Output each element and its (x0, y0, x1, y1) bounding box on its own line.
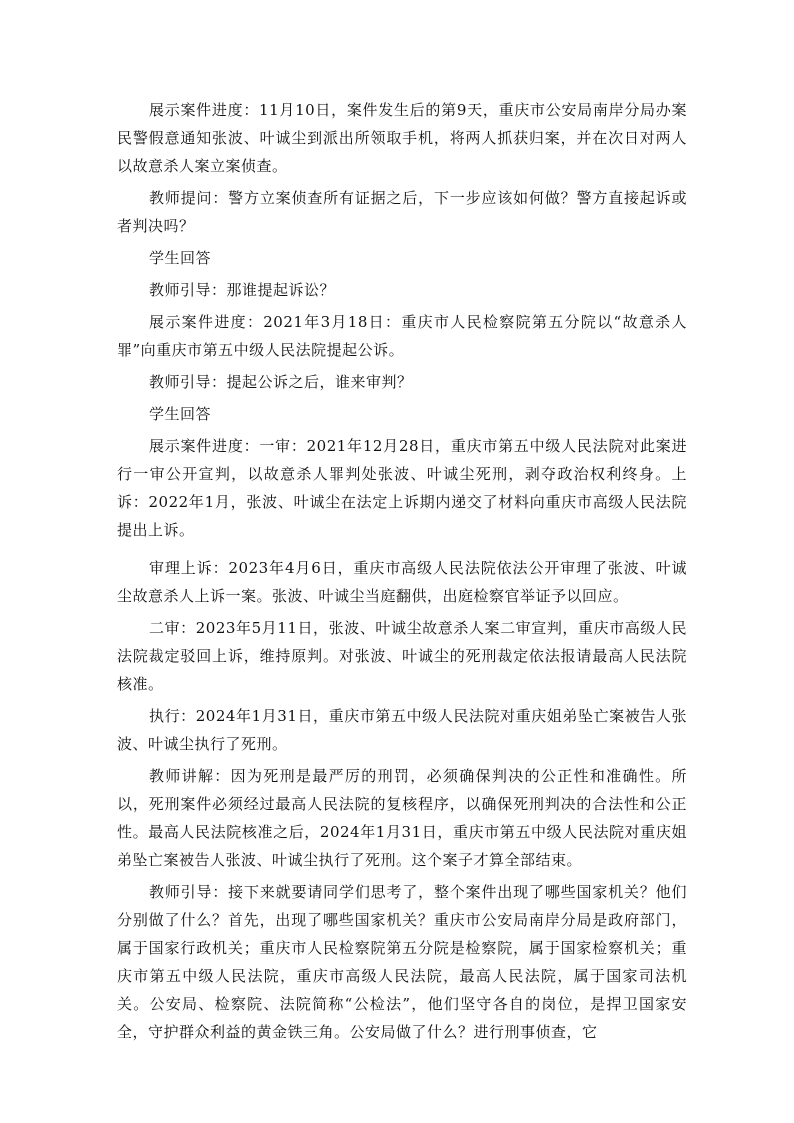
paragraph-teacher-explanation: 教师讲解：因为死刑是最严厉的刑罚，必须确保判决的公正性和准确性。所以，死刑案件必须经过最高人民法院的复核程序，以确保死刑判决的合法性和公正性。最高人民法院核准之后，2024年1月31日，重庆市第五中级人民法院对重庆姐弟坠亡案被告人张波、叶诚尘执行了死刑。这个案子才算全部结束。 (117, 767, 687, 869)
paragraph-second-trial: 二审：2023年5月11日，张波、叶诚尘故意杀人案二审宣判，重庆市高级人民法院裁定驳回上诉，维持原判。对张波、叶诚尘的死刑裁定依法报请最高人民法院核准。 (117, 619, 687, 693)
paragraph-case-progress-prosecution: 展示案件进度：2021年3月18日：重庆市人民检察院第五分院以“故意杀人罪”向重庆市第五中级人民法院提起公诉。 (117, 313, 687, 359)
paragraph-case-progress-arrest: 展示案件进度：11月10日，案件发生后的第9天，重庆市公安局南岸分局办案民警假意通知张波、叶诚尘到派出所领取手机，将两人抓获归案，并在次日对两人以故意杀人案立案侦查。 (117, 101, 687, 175)
paragraph-case-progress-first-trial: 展示案件进度：一审：2021年12月28日，重庆市第五中级人民法院对此案进行一审公开宣判，以故意杀人罪判处张波、叶诚尘死刑，剥夺政治权利终身。上诉：2022年1月，张波、叶诚尘在法定上诉期内递交了材料向重庆市高级人民法院提出上诉。 (117, 437, 687, 539)
paragraph-appeal-hearing: 审理上诉：2023年4月6日，重庆市高级人民法院依法公开审理了张波、叶诚尘故意杀人上诉一案。张波、叶诚尘当庭翻供，出庭检察官举证予以回应。 (117, 559, 687, 605)
paragraph-execution: 执行：2024年1月31日，重庆市第五中级人民法院对重庆姐弟坠亡案被告人张波、叶诚尘执行了死刑。 (117, 707, 687, 753)
paragraph-teacher-question: 教师提问：警方立案侦查所有证据之后，下一步应该如何做？警方直接起诉或者判决吗？ (117, 189, 687, 235)
paragraph-student-answer-1: 学生回答 (149, 249, 212, 267)
paragraph-teacher-guide-1: 教师引导：那谁提起诉讼？ (149, 281, 336, 299)
paragraph-teacher-guide-3: 教师引导：接下来就要请同学们思考了，整个案件出现了哪些国家机关？他们分别做了什么？首先，出现了哪些国家机关？重庆市公安局南岸分局是政府部门，属于国家行政机关；重庆市人民检察院第五分院是检察院，属于国家检察机关；重庆市第五中级人民法院，重庆市高级人民法院，最高人民法院，属于国家司法机关。公安局、检察院、法院简称“公检法”，他们坚守各自的岗位，是捍卫国家安全，守护群众利益的黄金铁三角。公安局做了什么？进行刑事侦查，它 (117, 883, 687, 1041)
document-body (117, 96, 687, 1050)
paragraph-teacher-guide-2: 教师引导：提起公诉之后，谁来审判？ (149, 373, 413, 391)
paragraph-student-answer-2: 学生回答 (149, 405, 212, 423)
